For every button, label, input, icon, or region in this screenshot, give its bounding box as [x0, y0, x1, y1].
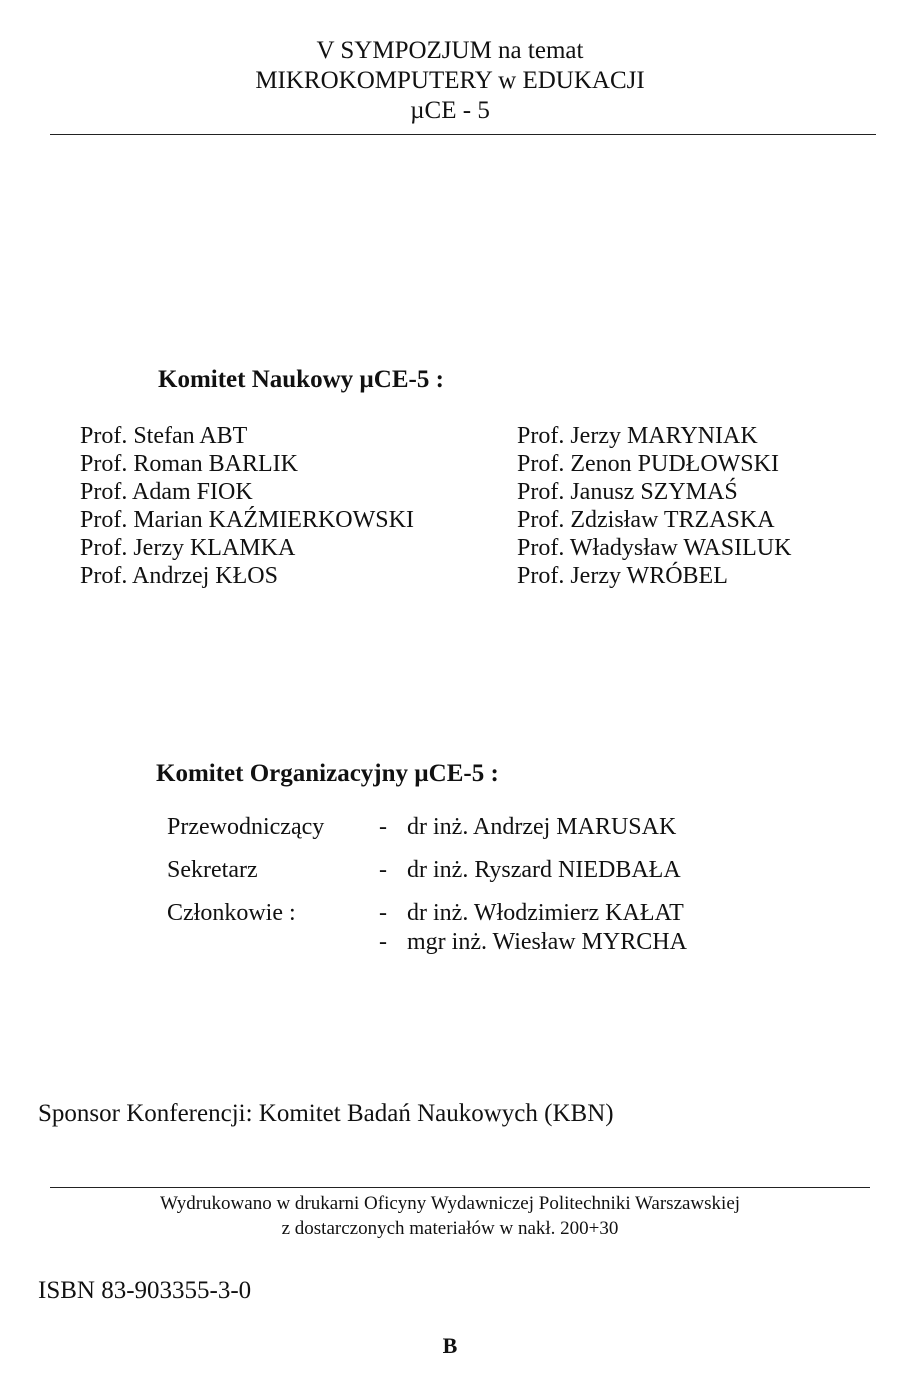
committee-member: Prof. Andrzej KŁOS	[80, 563, 278, 589]
header-line-3: µCE - 5	[410, 97, 490, 124]
committee-member: Prof. Stefan ABT	[80, 423, 248, 449]
header-rule	[50, 134, 876, 135]
org-role: Przewodniczący	[167, 814, 325, 840]
committee-member: Prof. Zdzisław TRZASKA	[517, 507, 775, 533]
org-name: dr inż. Andrzej MARUSAK	[407, 814, 677, 840]
org-dash: -	[379, 929, 387, 955]
committee-member: Prof. Jerzy WRÓBEL	[517, 563, 728, 589]
scientific-committee-left-column	[80, 422, 414, 590]
org-role: Członkowie :	[167, 900, 296, 926]
organizing-committee-title: Komitet Organizacyjny µCE-5 :	[156, 760, 499, 787]
org-name: dr inż. Włodzimierz KAŁAT	[407, 900, 684, 926]
scientific-committee-right-column	[517, 422, 791, 590]
header-line-2: MIKROKOMPUTERY w EDUKACJI	[255, 67, 645, 94]
organizing-committee-list	[167, 814, 727, 964]
committee-member: Prof. Jerzy KLAMKA	[80, 535, 296, 561]
committee-member: Prof. Władysław WASILUK	[517, 535, 792, 561]
org-name: dr inż. Ryszard NIEDBAŁA	[407, 857, 681, 883]
committee-member: Prof. Zenon PUDŁOWSKI	[517, 451, 779, 477]
scientific-committee-title: Komitet Naukowy µCE-5 :	[158, 366, 444, 393]
print-note-line-1: Wydrukowano w drukarni Oficyny Wydawniczej Politechniki Warszawskiej	[159, 1193, 741, 1214]
committee-member: Prof. Janusz SZYMAŚ	[517, 479, 738, 505]
org-dash: -	[379, 900, 387, 926]
page-letter: B	[442, 1333, 458, 1358]
committee-member: Prof. Adam FIOK	[80, 479, 253, 505]
sponsor-line: Sponsor Konferencji: Komitet Badań Naukowych (KBN)	[38, 1100, 614, 1127]
committee-member: Prof. Jerzy MARYNIAK	[517, 423, 758, 449]
print-note-line-2: z dostarczonych materiałów w nakł. 200+30	[281, 1218, 619, 1239]
org-dash: -	[379, 857, 387, 883]
org-role: Sekretarz	[167, 857, 258, 883]
isbn: ISBN 83-903355-3-0	[38, 1277, 252, 1304]
header-line-1: V SYMPOZJUM na temat	[316, 37, 584, 64]
committee-member: Prof. Marian KAŹMIERKOWSKI	[80, 507, 414, 533]
footer-rule	[50, 1187, 870, 1188]
org-dash: -	[379, 814, 387, 840]
org-name: mgr inż. Wiesław MYRCHA	[407, 929, 687, 955]
committee-member: Prof. Roman BARLIK	[80, 451, 298, 477]
